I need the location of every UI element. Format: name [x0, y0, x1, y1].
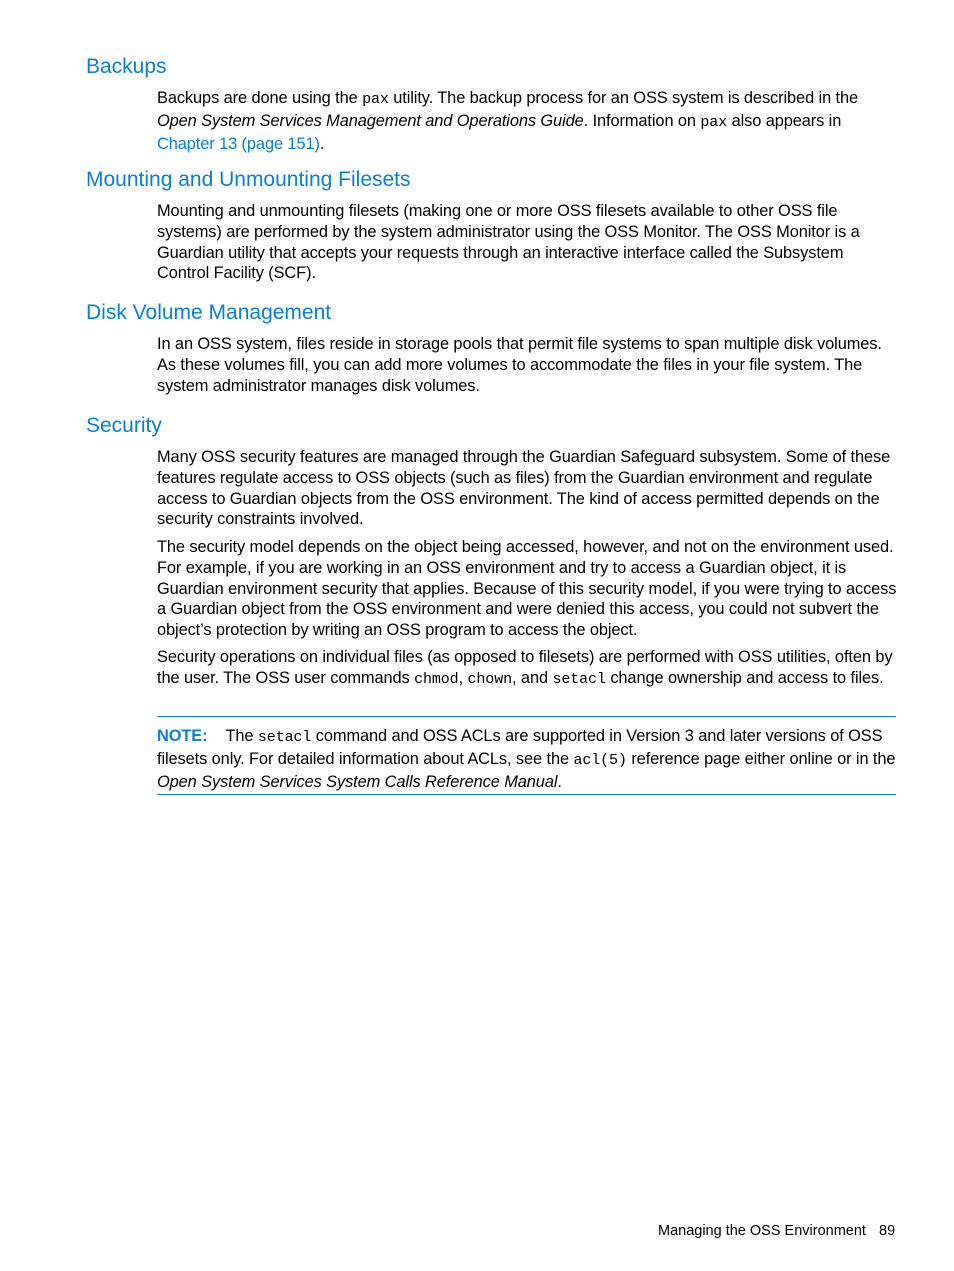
heading-backups: Backups [86, 55, 167, 78]
heading-security: Security [86, 414, 162, 437]
security-paragraph-2: The security model depends on the object being accessed, however, and not on the environment used. For example, if you are working in an OSS environment and try to access a Guardian object, it is Guardian environment security that applies. Because of this security model, if you were trying to access a Guardian object from the OSS environment and were denied this access, you could not subvert the object’s protection by writing an OSS program to access the object. [157, 538, 897, 640]
code-setacl: setacl [552, 670, 606, 688]
security-paragraph-1: Many OSS security features are managed through the Guardian Safeguard subsystem. Some of these features regulate access to OSS objects (such as files) from the Guardian environment and regulate access to Guardian objects from the OSS environment. The kind of access permitted depends on the security constraints involved. [157, 448, 891, 529]
heading-disk-volume: Disk Volume Management [86, 301, 332, 324]
text: Security operations on individual files (as opposed to filesets) are performed with OSS utilities, often by the user. The OSS user commands [157, 648, 893, 687]
mounting-paragraph: Mounting and unmounting filesets (making one or more OSS filesets available to other OSS file systems) are performed by the system administrator using the OSS Monitor. The OSS Monitor is a Guardian utility that accepts your requests through an interactive interface called the Subsystem Control Facility (SCF). [157, 202, 860, 283]
heading-mounting: Mounting and Unmounting Filesets [86, 168, 411, 191]
text: . [557, 772, 562, 791]
chapter-link[interactable]: Chapter 13 (page 151) [157, 134, 320, 153]
code-acl5: acl(5) [573, 751, 627, 769]
manual-title: Open System Services System Calls Reference Manual [157, 772, 558, 791]
code-setacl: setacl [257, 729, 312, 746]
note-top-rule [157, 716, 896, 717]
note-paragraph [157, 726, 899, 792]
text: The [225, 727, 258, 745]
code-pax: pax [700, 113, 728, 131]
backups-paragraph [157, 88, 899, 154]
text: , and [512, 668, 553, 687]
code-pax: pax [362, 91, 389, 108]
security-paragraph-3 [157, 647, 899, 691]
text: also appears in [727, 111, 842, 130]
text: Backups are done using the [157, 89, 363, 107]
text: . [319, 134, 325, 153]
text: reference page either online or in the [626, 749, 896, 768]
text: utility. The backup process for an OSS system is described in the [388, 89, 859, 107]
page-number: 89 [879, 1223, 896, 1239]
text: , [458, 668, 468, 687]
guide-title: Open System Services Management and Operations Guide [157, 111, 584, 130]
footer-title: Managing the OSS Environment [658, 1223, 866, 1239]
note-bottom-rule [157, 794, 896, 795]
code-chown: chown [467, 670, 513, 688]
code-chmod: chmod [414, 670, 459, 688]
text: . Information on [583, 111, 701, 130]
text: command and OSS ACLs are supported in Version 3 and later versions of OSS filesets only. For detailed information about ACLs, see the [157, 727, 883, 768]
note-label: NOTE: [157, 727, 208, 745]
text: change ownership and access to files. [605, 668, 884, 687]
disk-paragraph: In an OSS system, files reside in storage pools that permit file systems to span multiple disk volumes. As these volumes fill, you can add more volumes to accommodate the files in your file system. The system administrator manages disk volumes. [157, 335, 882, 395]
